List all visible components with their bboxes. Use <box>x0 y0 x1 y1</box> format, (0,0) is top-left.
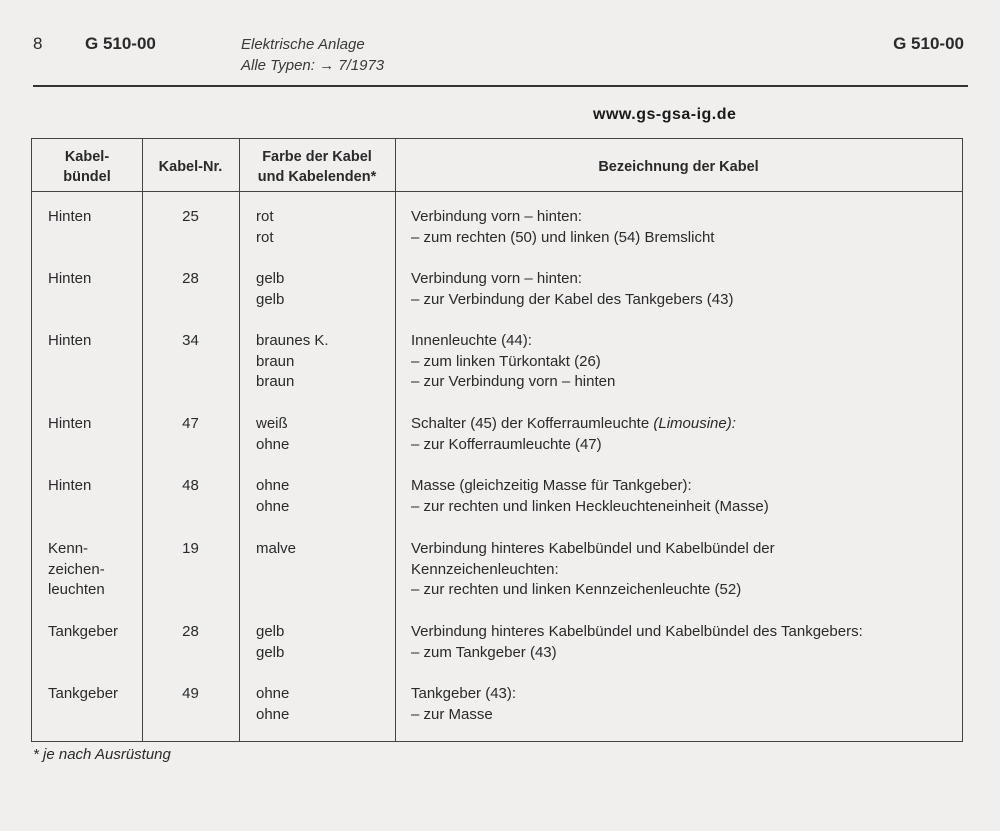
column-header-description: Bezeichnung der Kabel <box>598 159 759 175</box>
description-text: Verbindung hinteres Kabelbündel und Kabelbündel des Tankgebers: <box>411 623 863 640</box>
description-line <box>411 622 959 643</box>
description-text: – zur Verbindung vorn – hinten <box>411 373 616 391</box>
description-line <box>411 352 959 373</box>
description-line <box>411 580 959 601</box>
color-line: malve <box>256 540 297 557</box>
cell-bundle: Hinten <box>48 477 92 494</box>
page-number: 8 <box>33 34 43 53</box>
description-line <box>411 207 959 228</box>
description-text: Kennzeichenleuchten: <box>411 560 559 578</box>
description-line <box>411 705 959 726</box>
color-line: gelb <box>256 623 285 640</box>
cell-bundle: Tankgeber <box>48 685 119 702</box>
description-text: Schalter (45) der Kofferraumleuchte <box>411 415 650 432</box>
description-text: – zum rechten (50) und linken (54) Bremslicht <box>411 228 715 246</box>
description-text: – zur rechten und linken Heckleuchteneinheit (Masse) <box>411 497 769 515</box>
cell-cable-number: 49 <box>182 685 199 702</box>
column-divider <box>239 139 240 741</box>
cell-color <box>256 331 391 393</box>
cell-bundle: Hinten <box>48 208 92 225</box>
description-line <box>411 331 959 352</box>
color-line: rot <box>256 228 274 246</box>
cell-color <box>256 539 391 560</box>
cell-color <box>256 684 391 725</box>
description-line <box>411 560 959 581</box>
description-text: Verbindung vorn – hinten: <box>411 270 582 287</box>
description-text: – zur rechten und linken Kennzeichenleuchte (52) <box>411 581 742 599</box>
color-line: ohne <box>256 705 290 723</box>
applicability-note: Alle Typen: → 7/1973 <box>241 57 385 74</box>
cell-description <box>411 414 959 455</box>
document-code-right: G 510-00 <box>893 34 964 53</box>
cell-cable-number: 25 <box>182 208 199 225</box>
color-line: ohne <box>256 477 290 494</box>
description-line <box>411 372 959 393</box>
description-line <box>411 476 959 497</box>
description-text: Tankgeber (43): <box>411 685 517 702</box>
cell-cable-number: 47 <box>182 415 199 432</box>
description-text: Innenleuchte (44): <box>411 332 532 349</box>
cell-description <box>411 476 959 517</box>
header-rule <box>33 85 968 87</box>
cell-color <box>256 414 391 455</box>
color-line: ohne <box>256 685 290 702</box>
description-text: – zur Masse <box>411 705 493 723</box>
color-line: ohne <box>256 497 290 515</box>
color-line: rot <box>256 208 274 225</box>
description-text: – zum linken Türkontakt (26) <box>411 352 601 370</box>
color-line: gelb <box>256 643 285 661</box>
description-line <box>411 497 959 518</box>
cell-description <box>411 331 959 393</box>
cell-cable-number: 28 <box>182 270 199 287</box>
cell-description <box>411 539 959 601</box>
cell-cable-number: 34 <box>182 332 199 349</box>
color-line: braun <box>256 352 295 370</box>
column-header-cable-number: Kabel-Nr. <box>158 159 223 175</box>
document-code: G 510-00 <box>85 34 156 53</box>
cell-bundle: Hinten <box>48 270 92 287</box>
cell-cable-number: 48 <box>182 477 199 494</box>
color-line: weiß <box>256 415 288 432</box>
section-title: Elektrische Anlage <box>241 36 365 53</box>
column-divider <box>395 139 396 741</box>
color-line: ohne <box>256 435 290 453</box>
description-line <box>411 290 959 311</box>
color-line: gelb <box>256 270 285 287</box>
cell-color <box>256 269 391 310</box>
cell-bundle: Tankgeber <box>48 623 119 640</box>
description-text: – zur Verbindung der Kabel des Tankgebers (43) <box>411 290 734 308</box>
cell-bundle: Hinten <box>48 415 92 432</box>
description-italic-note: (Limousine): <box>653 415 736 432</box>
description-line <box>411 539 959 560</box>
footnote: * je nach Ausrüstung <box>33 746 171 763</box>
color-line: gelb <box>256 290 285 308</box>
column-header-bundle: Kabel- bündel <box>63 149 111 185</box>
description-text: Verbindung hinteres Kabelbündel und Kabelbündel der <box>411 540 775 557</box>
cell-bundle: Hinten <box>48 332 92 349</box>
cell-color <box>256 476 391 517</box>
cell-description <box>411 269 959 310</box>
cell-cable-number: 28 <box>182 623 199 640</box>
cell-color <box>256 207 391 248</box>
website-watermark: www.gs-gsa-ig.de <box>593 106 737 123</box>
description-line <box>411 435 959 456</box>
cell-description <box>411 622 959 663</box>
cable-table <box>31 138 963 742</box>
description-text: – zum Tankgeber (43) <box>411 643 557 661</box>
description-text: Verbindung vorn – hinten: <box>411 208 582 225</box>
cell-bundle: Kenn- zeichen- leuchten <box>48 540 105 599</box>
description-line <box>411 684 959 705</box>
description-text: Masse (gleichzeitig Masse für Tankgeber): <box>411 477 692 494</box>
description-text: – zur Kofferraumleuchte (47) <box>411 435 602 453</box>
description-line <box>411 643 959 664</box>
header-divider <box>32 191 962 192</box>
column-divider <box>142 139 143 741</box>
color-line: braun <box>256 373 295 391</box>
description-line <box>411 269 959 290</box>
cell-description <box>411 207 959 248</box>
cell-color <box>256 622 391 663</box>
cell-description <box>411 684 959 725</box>
description-line <box>411 228 959 249</box>
color-line: braunes K. <box>256 332 329 349</box>
column-header-color: Farbe der Kabel und Kabelenden* <box>257 149 377 185</box>
description-line <box>411 414 959 435</box>
cell-cable-number: 19 <box>182 540 199 557</box>
